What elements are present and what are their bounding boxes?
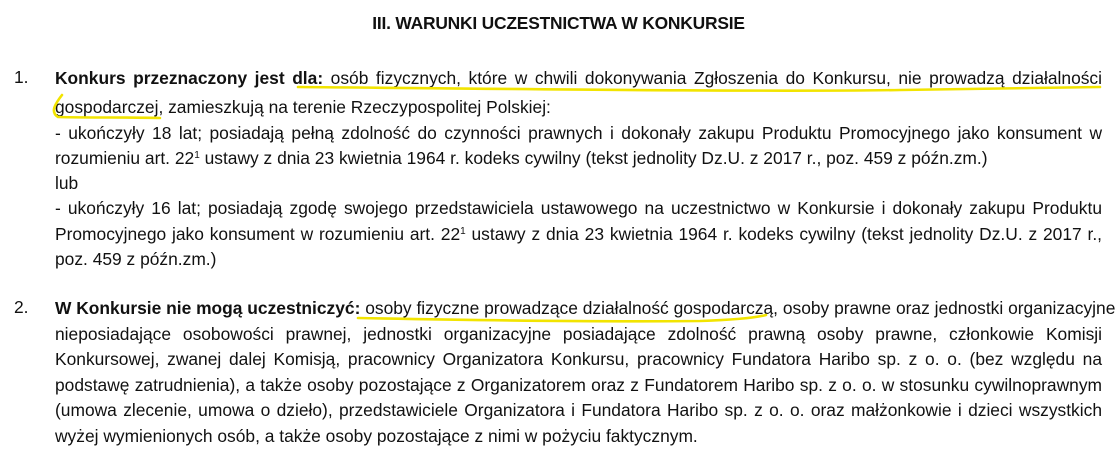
superscript: 1	[460, 226, 466, 237]
item-2-line-5: (umowa zlecenie, umowa o dzieło), przedstawiciele Organizatora i Fundatora Haribo sp. z o. o. oraz małżonkowie i dzieci wszystkich	[55, 400, 1102, 420]
item-1-line-5: lub	[55, 173, 79, 193]
item-1-line-1	[55, 67, 1102, 89]
item-1-highlight-1: osób fizycznych, które w chwili dokonywania Zgłoszenia do Konkursu, nie prowadzą działalności	[330, 68, 1102, 88]
item-1-highlight-2: gospodarczej	[55, 97, 159, 117]
superscript: 1	[194, 150, 200, 161]
item-2-line-6: wyżej wymienionych osób, a także osoby pozostające z nimi w pożyciu faktycznym.	[55, 426, 698, 446]
item-2-line-1	[55, 297, 1116, 319]
item-2-line-1-rest: osoby prawne oraz jednostki organizacyjne	[778, 298, 1116, 318]
item-2-line-3: Konkursowej, zwanej dalej Komisją, pracownicy Organizatora Konkursu, pracownicy Fundatora Haribo sp. z o. o. (bez względu na	[55, 349, 1102, 369]
item-2-number: 2.	[14, 297, 29, 317]
item-1-line-2	[55, 96, 551, 118]
item-1-line-7-b: ustawy z dnia 23 kwietnia 1964 r. kodeks cywilny (tekst jednolity Dz.U. z 2017 r.,	[465, 224, 1102, 244]
item-1-line-4-a: rozumieniu art. 22	[55, 148, 195, 168]
item-2-highlight: osoby fizyczne prowadzące działalność gospodarczą,	[365, 298, 778, 318]
section-heading: III. WARUNKI UCZESTNICTWA W KONKURSIE	[372, 13, 745, 33]
item-1-lead: Konkurs przeznaczony jest dla:	[55, 68, 324, 88]
item-1-number: 1.	[14, 67, 29, 87]
item-1-line-6: - ukończyły 16 lat; posiadają zgodę swojego przedstawiciela ustawowego na uczestnictwo w Konkursie i dokonały zakupu Produktu	[55, 198, 1102, 218]
item-2-line-2: nieposiadające osobowości prawnej, jednostki organizacyjne posiadające zdolność prawną osoby prawne, członkowie Komisji	[55, 324, 1102, 344]
item-1-line-8: poz. 459 z późn.zm.)	[55, 249, 217, 269]
item-2-line-4: podstawę zatrudnienia), a także osoby pozostające z Organizatorem oraz z Fundatorem Haribo sp. z o. o. w stosunku cywilnoprawnym	[55, 375, 1102, 395]
item-1-line-4	[55, 147, 988, 169]
item-1-line-7	[55, 223, 1102, 245]
item-2-lead: W Konkursie nie mogą uczestniczyć:	[55, 298, 361, 318]
item-1-line-2-rest: , zamieszkują na terenie Rzeczypospolitej Polskiej:	[158, 97, 551, 117]
item-1-line-7-a: Promocyjnego jako konsument w rozumieniu art. 22	[55, 224, 461, 244]
item-1-line-3: - ukończyły 18 lat; posiadają pełną zdolność do czynności prawnych i dokonały zakupu Produktu Promocyjnego jako konsument w	[55, 123, 1102, 143]
item-1-line-4-b: ustawy z dnia 23 kwietnia 1964 r. kodeks cywilny (tekst jednolity Dz.U. z 2017 r., poz. 459 z późn.zm.)	[199, 148, 988, 168]
